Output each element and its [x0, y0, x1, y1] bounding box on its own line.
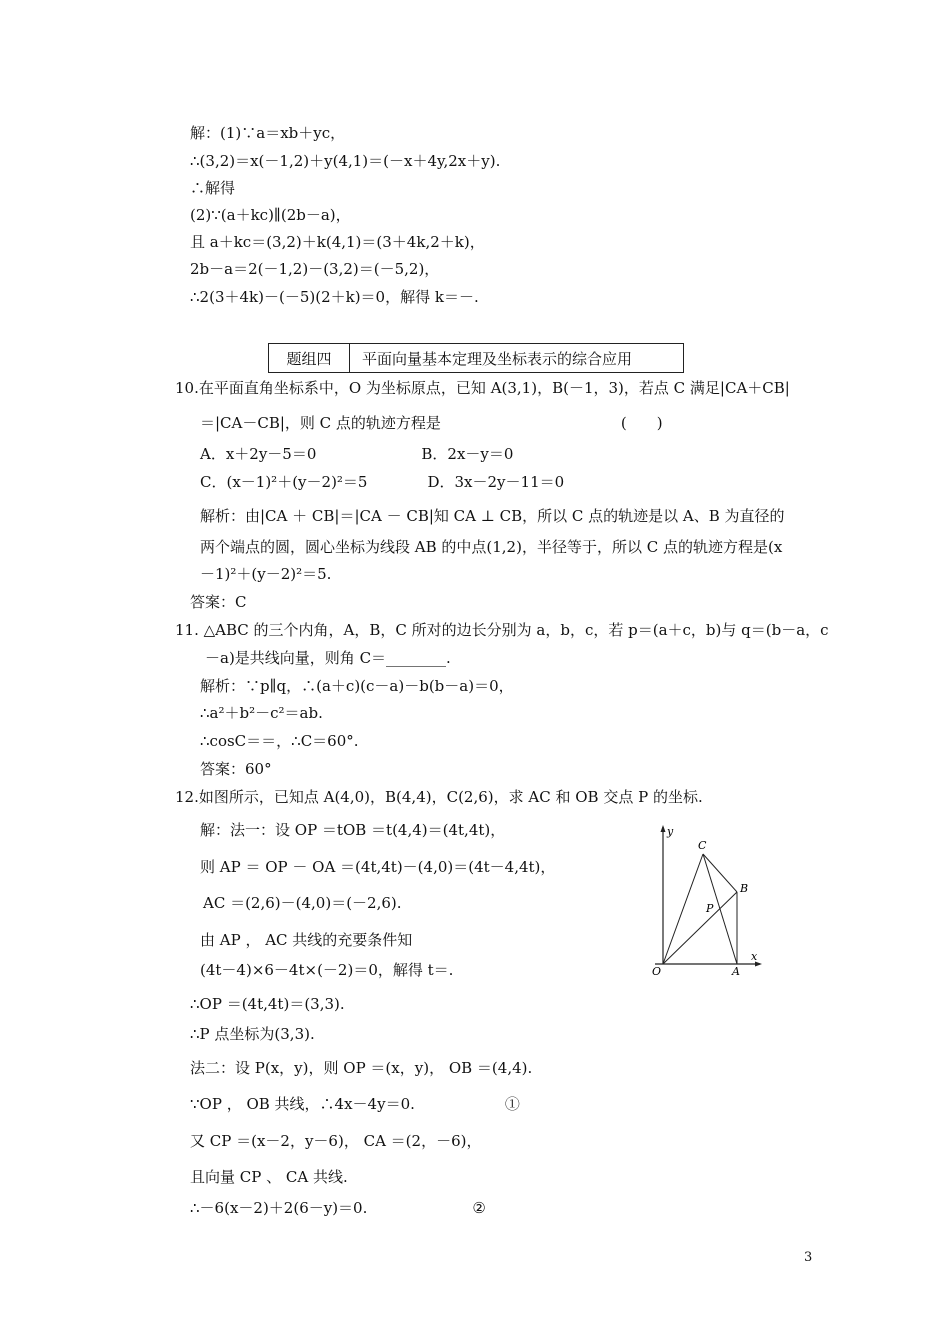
text-line: ∴(3,2)＝x(－1,2)＋y(4,1)＝(－x＋4y,2x＋y).	[190, 152, 501, 170]
analysis-line: 解析：由|CA ＋ CB|＝|CA － CB|知 CA ⊥ CB，所以 C 点的轨迹是以 A、B 为直径的	[200, 507, 785, 525]
segment-oc	[663, 854, 703, 964]
solution-line: ∴－6(x－2)＋2(6－y)＝0. ②	[190, 1199, 486, 1217]
label-x: x	[751, 950, 758, 963]
question-10: 10.在平面直角坐标系中，O 为坐标原点，已知 A(3,1)，B(－1，3)，若点 C 满足|CA＋CB|	[175, 379, 790, 397]
text-line: ＝|CA－CB|，则 C 点的轨迹方程是 ( )	[200, 414, 663, 432]
solution-line: 又 CP ＝(x－2，y－6)， CA ＝(2，－6)，	[190, 1132, 482, 1150]
section-title: 平面向量基本定理及坐标表示的综合应用	[362, 349, 633, 368]
label-a: A	[732, 965, 740, 978]
page-number: 3	[804, 1250, 813, 1265]
answer-line: 答案：60°	[200, 760, 272, 778]
text-line: (2)∵(a＋kc)∥(2b－a)，	[190, 206, 351, 224]
option-line: A．x＋2y－5＝0 B．2x－y＝0	[200, 445, 514, 463]
question-11: 11. △ABC 的三个内角，A，B，C 所对的边长分别为 a，b，c，若 p＝(a＋c，b)与 q＝(b－a，c	[175, 621, 829, 639]
section-label: 题组四	[269, 344, 350, 372]
analysis-line: ∴a²＋b²－c²＝ab.	[200, 704, 323, 722]
solution-line: 由 AP ， AC 共线的充要条件知	[200, 931, 413, 949]
solution-line: ∴OP ＝(4t,4t)＝(3,3).	[190, 995, 345, 1013]
analysis-line: 两个端点的圆，圆心坐标为线段 AB 的中点(1,2)，半径等于，所以 C 点的轨迹方程是(x	[200, 538, 783, 556]
text-line: ∴解得	[190, 179, 236, 197]
solution-line: AC ＝(2,6)－(4,0)＝(－2,6).	[203, 894, 402, 912]
text-line: ∴2(3＋4k)－(－5)(2＋k)＝0，解得 k＝－.	[190, 288, 479, 306]
label-y: y	[667, 825, 674, 838]
label-b: B	[740, 882, 749, 895]
solution-line: 法二：设 P(x，y)，则 OP ＝(x，y)， OB ＝(4,4).	[190, 1059, 533, 1077]
label-o: O	[652, 965, 662, 978]
solution-line: 且向量 CP 、 CA 共线.	[190, 1168, 348, 1186]
label-c: C	[698, 839, 707, 852]
geometry-figure	[645, 822, 765, 982]
solution-line: ∵OP ， OB 共线，∴4x－4y＝0. ①	[190, 1095, 520, 1113]
answer-line: 答案：C	[190, 593, 247, 611]
solution-line: ∴P 点坐标为(3,3).	[190, 1025, 315, 1043]
text-line: －a)是共线向量，则角 C＝________.	[205, 649, 451, 667]
question-12: 12.如图所示，已知点 A(4,0)，B(4,4)，C(2,6)，求 AC 和 OB 交点 P 的坐标.	[175, 788, 703, 806]
analysis-line: －1)²＋(y－2)²＝5.	[200, 565, 332, 583]
solution-line: 则 AP ＝ OP － OA ＝(4t,4t)－(4,0)＝(4t－4,4t)，	[200, 858, 556, 876]
text-line: 2b－a＝2(－1,2)－(3,2)＝(－5,2)，	[190, 260, 440, 278]
section-box	[268, 343, 684, 373]
solution-line: 解：法一：设 OP ＝tOB ＝t(4,4)＝(4t,4t)，	[200, 821, 506, 839]
analysis-line: ∴cosC＝＝，∴C＝60°.	[200, 732, 359, 750]
label-p: P	[706, 902, 714, 915]
solution-line: (4t－4)×6－4t×(－2)＝0，解得 t＝.	[200, 961, 454, 979]
text-line: 且 a＋kc＝(3,2)＋k(4,1)＝(3＋4k,2＋k)，	[190, 233, 485, 251]
y-axis-arrow	[661, 825, 666, 832]
analysis-line: 解析：∵p∥q，∴(a＋c)(c－a)－b(b－a)＝0，	[200, 677, 514, 695]
segment-cb	[703, 854, 737, 892]
option-line: C．(x－1)²＋(y－2)²＝5 D．3x－2y－11＝0	[200, 473, 565, 491]
text-line: 解：(1)∵a＝xb＋yc，	[190, 124, 346, 142]
